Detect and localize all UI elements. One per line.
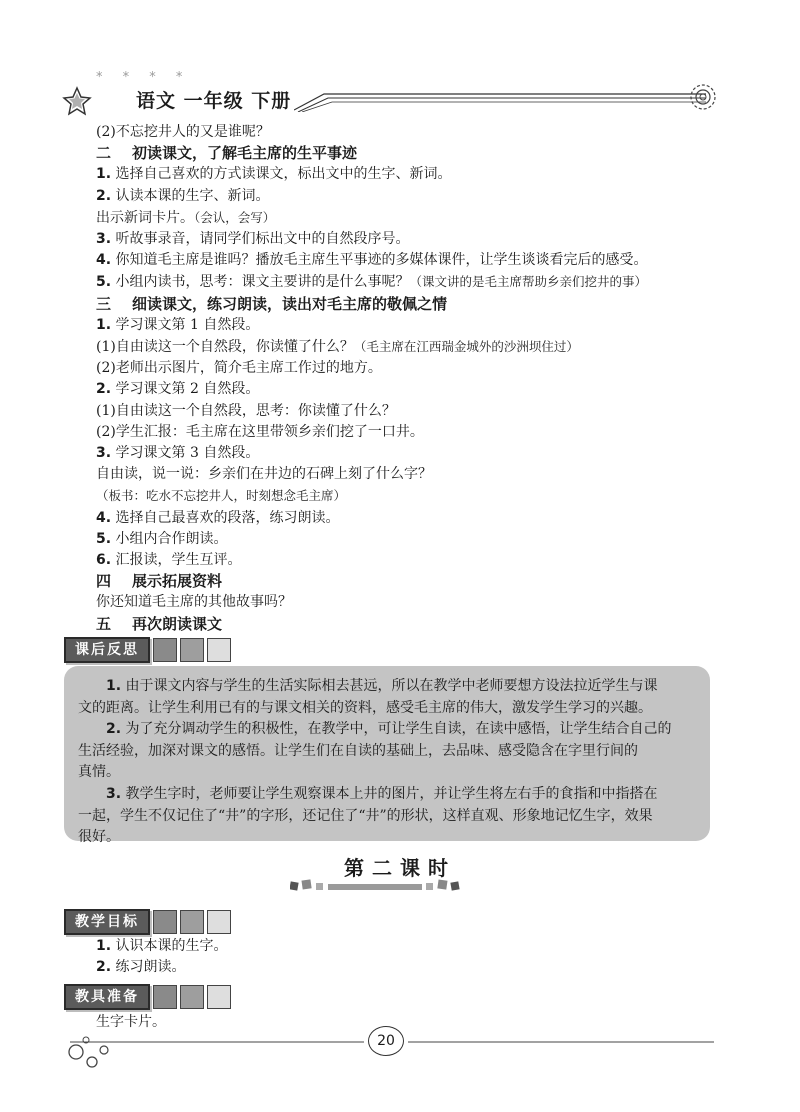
- decorative-square: [180, 910, 204, 934]
- reflection-paragraph: 3. 教学生字时，老师要让学生观察课本上井的图片，并让学生将左右手的食指和中指搭在 一起，学生不仅记住了“井”的字形，还记住了“井”的形状，这样直观、形象地记忆生字，效果 很好。: [78, 786, 658, 845]
- list-item: (1)自由读这一个自然段，思考：你读懂了什么？: [96, 402, 396, 419]
- list-item: 1. 认识本课的生字。: [96, 938, 228, 954]
- goals-label-bar: [64, 909, 231, 935]
- swirl-icon: [688, 82, 718, 112]
- decorative-square: [180, 638, 204, 662]
- list-item: 2. 练习朗读。: [96, 959, 186, 976]
- tools-text: 生字卡片。: [96, 1014, 166, 1030]
- list-item: 5. 小组内合作朗读。: [96, 530, 228, 547]
- list-item: （板书：吃水不忘挖井人，时刻想念毛主席）: [96, 488, 347, 504]
- decorative-square: [207, 910, 231, 934]
- reflection-paragraph: 1. 由于课文内容与学生的生活实际相去甚远，所以在教学中老师要想方设法拉近学生与课 文的距离。让学生利用已有的与课文相关的资料，感受毛主席的伟大，激发学生学习的兴趣。: [78, 678, 658, 716]
- intro-line: (2)不忘挖井人的又是谁呢？: [96, 124, 270, 140]
- list-item: 1. 学习课文第 1 自然段。: [96, 316, 260, 333]
- decorative-square: [153, 910, 177, 934]
- section-heading-5: 五 再次朗读课文: [96, 614, 223, 633]
- tools-label: 教具准备: [64, 984, 150, 1010]
- list-item: 4. 你知道毛主席是谁吗？播放毛主席生平事迹的多媒体课件，让学生谈谈看完后的感受。: [96, 252, 648, 269]
- lesson-content: [96, 122, 716, 635]
- header-rule: [294, 90, 706, 112]
- list-item: 自由读，说一说：乡亲们在井边的石碑上刻了什么字？: [96, 466, 432, 483]
- goals-label: 教学目标: [64, 909, 150, 935]
- list-item: 5. 小组内读书，思考：课文主要讲的是什么事呢？（课文讲的是毛主席帮助乡亲们挖井的事）: [96, 274, 648, 291]
- list-item: (1)自由读这一个自然段，你读懂了什么？（毛主席在江西瑞金城外的沙洲坝住过）: [96, 339, 579, 356]
- decorative-square: [153, 985, 177, 1009]
- page-number: 20: [368, 1026, 404, 1056]
- page-footer: [62, 1026, 722, 1076]
- list-item: 6. 汇报读，学生互评。: [96, 552, 242, 569]
- decorative-square: [180, 985, 204, 1009]
- decorative-square: [207, 985, 231, 1009]
- list-item: 出示新词卡片。（会认，会写）: [96, 209, 276, 226]
- decorative-stars: * * * *: [96, 70, 191, 85]
- list-item: 3. 学习课文第 3 自然段。: [96, 445, 260, 462]
- title-decoration: [290, 878, 460, 892]
- decorative-square: [207, 638, 231, 662]
- section-heading-4: 四 展示拓展资料: [96, 572, 223, 591]
- list-item: 3. 听故事录音，请同学们标出文中的自然段序号。: [96, 231, 410, 248]
- reflection-label-bar: [64, 637, 231, 663]
- list-item: 2. 学习课文第 2 自然段。: [96, 381, 260, 398]
- goals-list: [96, 936, 228, 978]
- section-heading-3: 三 细读课文，练习朗读，读出对毛主席的敬佩之情: [96, 294, 448, 313]
- lesson-two-title: 第二课时: [344, 856, 456, 880]
- star-icon: [62, 86, 92, 116]
- tools-label-bar: [64, 984, 231, 1010]
- lesson-two-heading: [0, 852, 800, 881]
- list-item: 1. 选择自己喜欢的方式读课文，标出文中的生字、新词。: [96, 166, 452, 183]
- list-item: (2)学生汇报：毛主席在这里带领乡亲们挖了一口井。: [96, 423, 424, 440]
- list-item: 4. 选择自己最喜欢的段落，练习朗读。: [96, 509, 340, 526]
- reflection-paragraph: 2. 为了充分调动学生的积极性，在教学中，可让学生自读，在读中感悟，让学生结合自己的 生活经验，加深对课文的感悟。让学生们在自读的基础上，去品味、感受隐含在字里行间的 真情。: [78, 721, 672, 780]
- book-title: 语文 一年级 下册: [136, 90, 292, 112]
- list-item: 你还知道毛主席的其他故事吗？: [96, 594, 292, 611]
- reflection-label: 课后反思: [64, 637, 150, 663]
- list-item: (2)老师出示图片，简介毛主席工作过的地方。: [96, 360, 382, 377]
- section-heading-2: 二 初读课文，了解毛主席的生平事迹: [96, 144, 358, 163]
- list-item: 2. 认读本课的生字、新词。: [96, 187, 270, 204]
- decorative-square: [153, 638, 177, 662]
- page-header: [62, 72, 722, 116]
- reflection-box: [64, 666, 710, 845]
